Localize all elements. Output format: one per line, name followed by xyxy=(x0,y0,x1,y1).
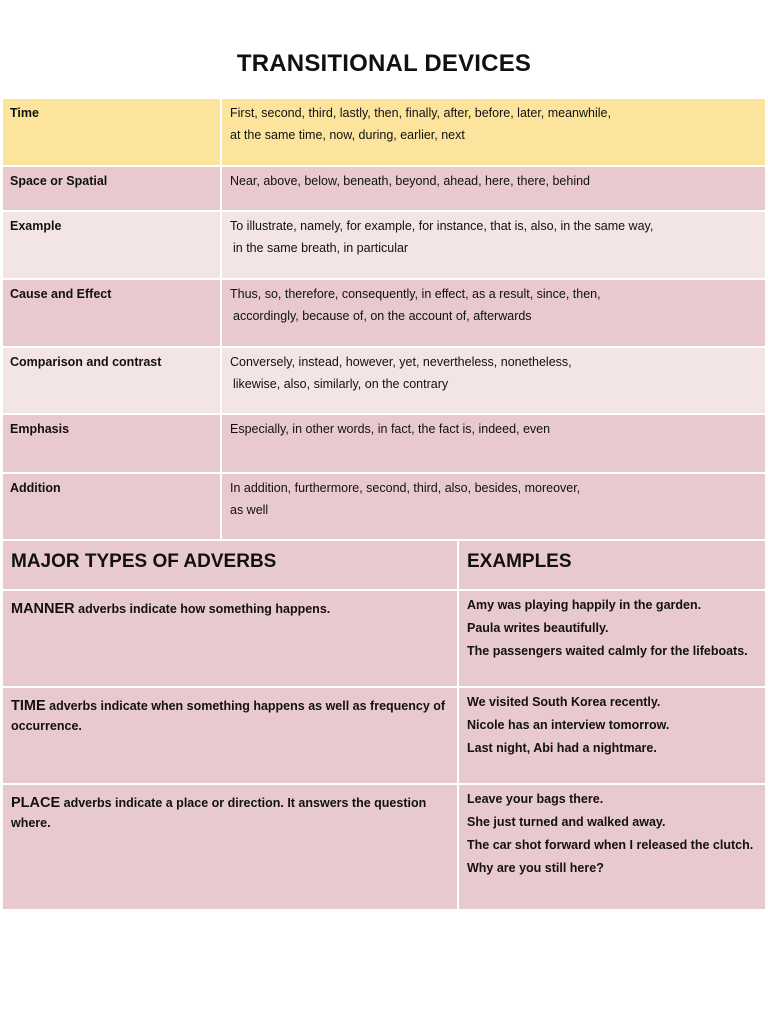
example-sentence: Last night, Abi had a nightmare. xyxy=(467,741,657,755)
words-line: Near, above, below, beneath, beyond, ahead, here, there, behind xyxy=(230,174,590,188)
description-cell xyxy=(2,590,458,687)
words-line: in the same breath, in particular xyxy=(233,241,409,255)
example-sentence: She just turned and walked away. xyxy=(467,815,666,829)
table-row xyxy=(2,211,766,279)
term-cell: Cause and Effect xyxy=(2,279,221,347)
term-cell: Addition xyxy=(2,473,221,541)
page-title: TRANSITIONAL DEVICES xyxy=(236,50,532,77)
examples-cell xyxy=(458,784,766,910)
table-row xyxy=(2,279,766,347)
examples-cell xyxy=(458,590,766,687)
adverb-keyword: TIME xyxy=(11,698,46,714)
words-line: To illustrate, namely, for example, for instance, that is, also, in the same way, xyxy=(230,219,654,233)
words-line: likewise, also, similarly, on the contrary xyxy=(233,377,449,391)
table-row xyxy=(2,784,766,910)
table-row xyxy=(2,347,766,414)
header-examples: EXAMPLES xyxy=(467,551,572,572)
table-row xyxy=(2,590,766,687)
description-cell xyxy=(2,687,458,784)
words-line: accordingly, because of, on the account of, afterwards xyxy=(233,309,532,323)
example-sentence: Why are you still here? xyxy=(467,861,604,875)
header-types: MAJOR TYPES OF ADVERBS xyxy=(11,551,277,572)
words-cell xyxy=(221,473,766,541)
adverb-description xyxy=(11,599,449,619)
example-sentence: Leave your bags there. xyxy=(467,792,604,806)
words-cell xyxy=(221,166,766,211)
example-sentence: Paula writes beautifully. xyxy=(467,621,609,635)
transitional-devices-table xyxy=(1,97,767,542)
header-cell xyxy=(458,540,766,590)
description-cell xyxy=(2,784,458,910)
table-row xyxy=(2,166,766,211)
words-line: as well xyxy=(230,503,269,517)
example-sentence: We visited South Korea recently. xyxy=(467,695,661,709)
words-line: First, second, third, lastly, then, finally, after, before, later, meanwhile, xyxy=(230,106,611,120)
words-cell xyxy=(221,98,766,166)
term-cell: Space or Spatial xyxy=(2,166,221,211)
words-cell xyxy=(221,279,766,347)
term-cell: Emphasis xyxy=(2,414,221,473)
adverbs-table xyxy=(1,539,767,911)
adverb-description xyxy=(11,696,449,736)
words-cell xyxy=(221,347,766,414)
example-sentence: The passengers waited calmly for the lifeboats. xyxy=(467,644,748,658)
words-cell xyxy=(221,211,766,279)
words-line: at the same time, now, during, earlier, next xyxy=(230,128,465,142)
examples-cell xyxy=(458,687,766,784)
words-line: Especially, in other words, in fact, the fact is, indeed, even xyxy=(230,422,551,436)
term-cell: Example xyxy=(2,211,221,279)
table-row xyxy=(2,687,766,784)
table-row xyxy=(2,98,766,166)
table-row xyxy=(2,473,766,541)
words-cell xyxy=(221,414,766,473)
words-line: Thus, so, therefore, consequently, in effect, as a result, since, then, xyxy=(230,287,601,301)
example-sentence: Nicole has an interview tomorrow. xyxy=(467,718,670,732)
header-cell xyxy=(2,540,458,590)
adverb-description-text: adverbs indicate when something happens as well as frequency of occurrence. xyxy=(11,699,446,733)
adverb-keyword: PLACE xyxy=(11,795,61,811)
adverb-keyword: MANNER xyxy=(11,601,75,617)
example-sentence: The car shot forward when I released the clutch. xyxy=(467,838,754,852)
adverb-description-text: adverbs indicate a place or direction. It answers the question where. xyxy=(11,796,427,830)
example-sentence: Amy was playing happily in the garden. xyxy=(467,598,702,612)
adverb-description-text: adverbs indicate how something happens. xyxy=(74,602,331,616)
table-header-row xyxy=(2,540,766,590)
adverb-description xyxy=(11,793,449,833)
term-cell: Comparison and contrast xyxy=(2,347,221,414)
words-line: Conversely, instead, however, yet, nevertheless, nonetheless, xyxy=(230,355,572,369)
term-cell: Time xyxy=(2,98,221,166)
table-row xyxy=(2,414,766,473)
words-line: In addition, furthermore, second, third, also, besides, moreover, xyxy=(230,481,581,495)
